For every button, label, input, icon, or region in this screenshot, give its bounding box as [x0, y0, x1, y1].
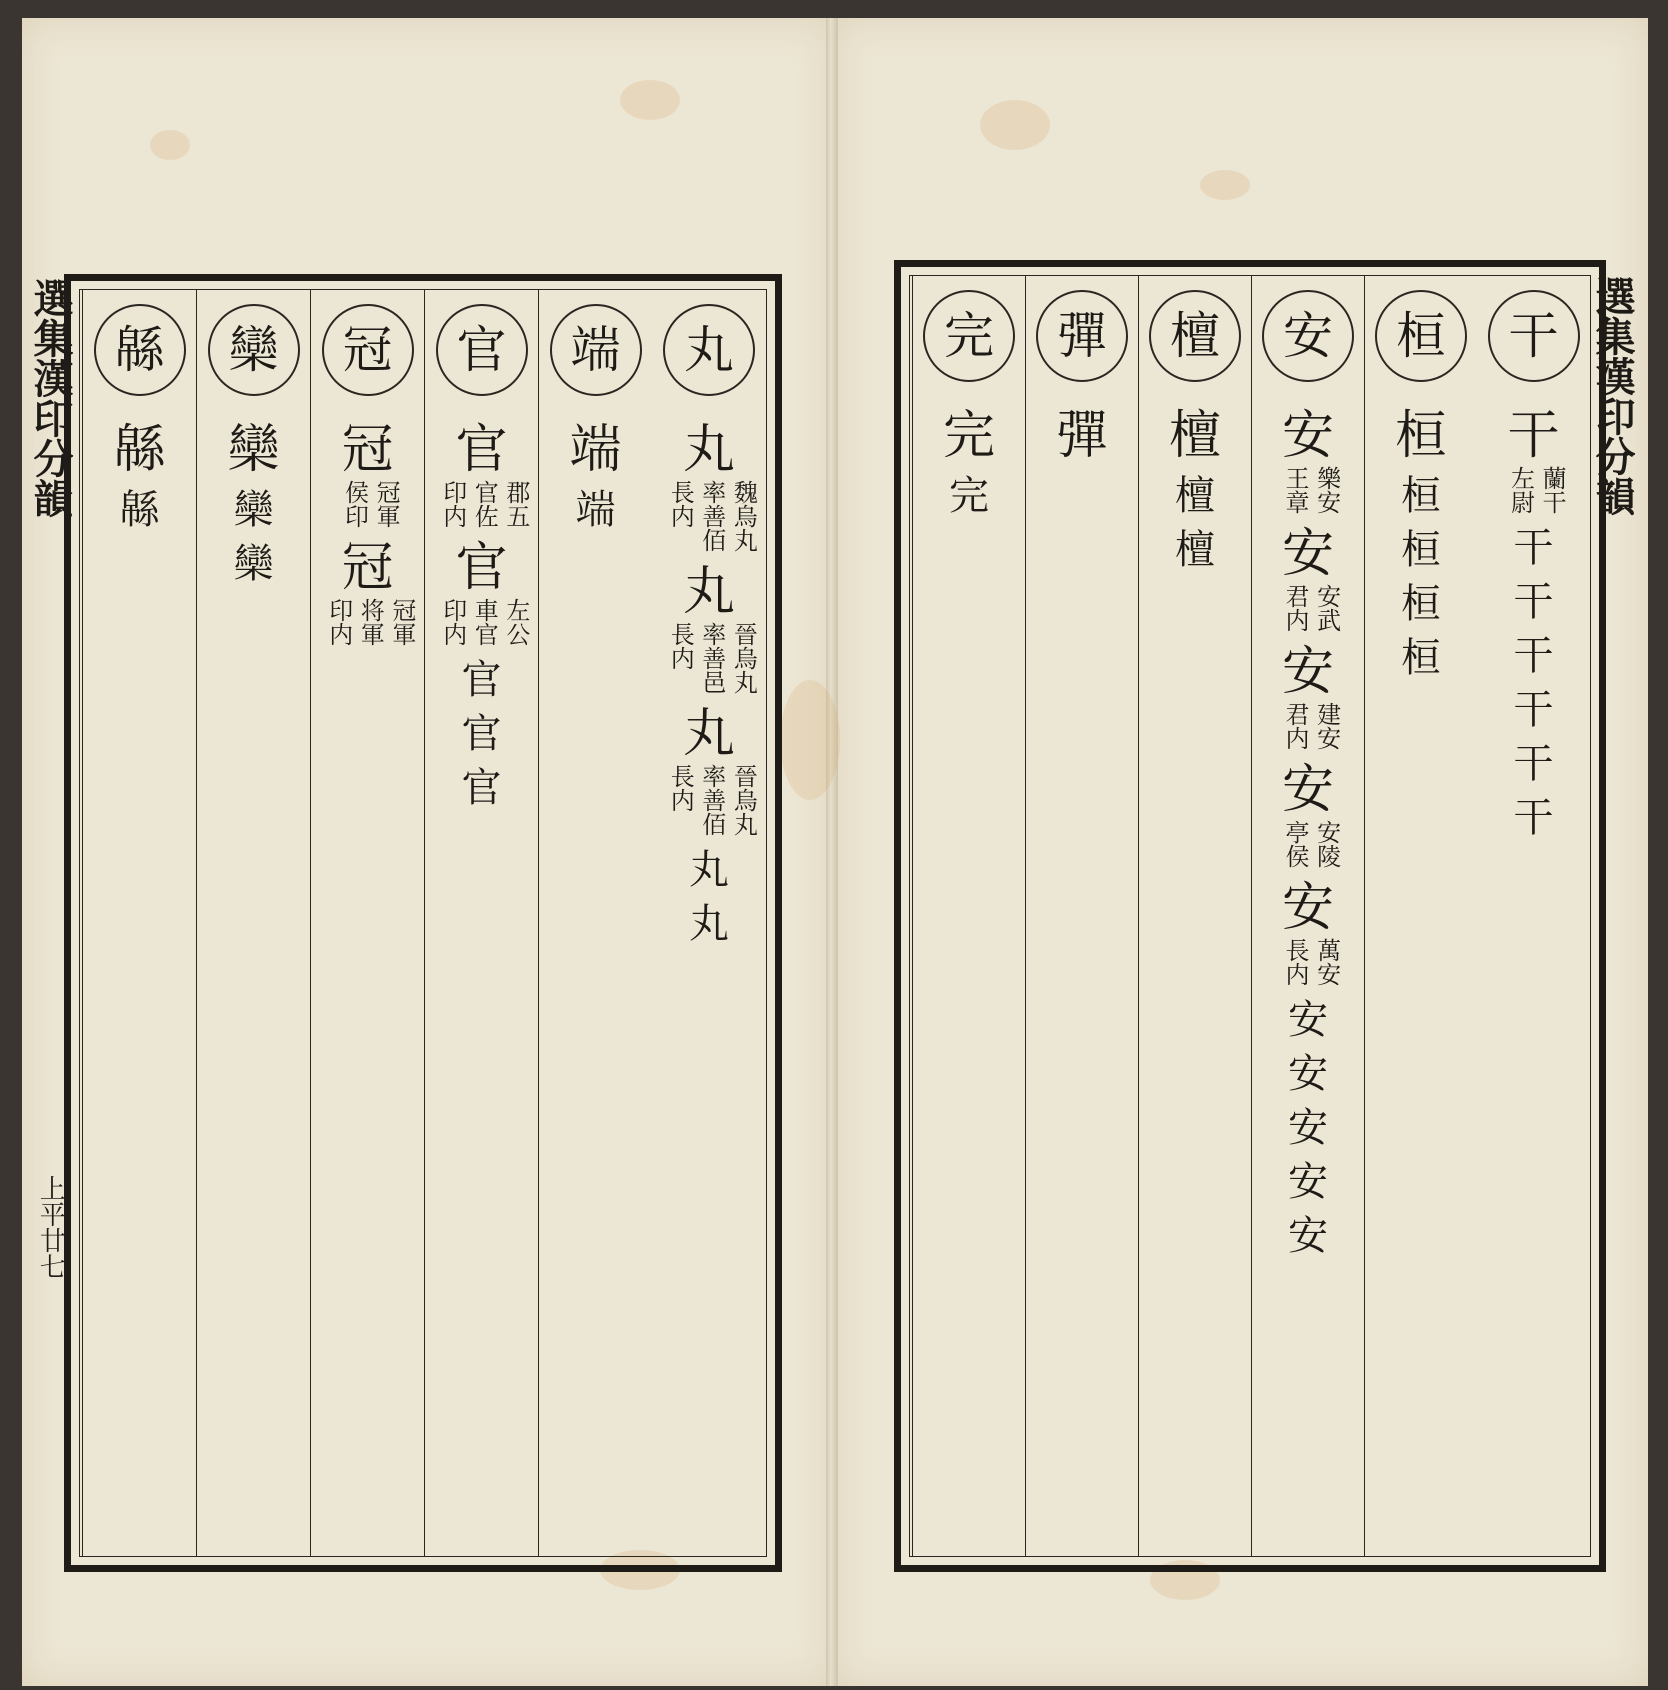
character-column: [652, 290, 766, 1556]
seal-form: [461, 657, 502, 703]
seal-form: [1174, 473, 1215, 519]
head-character: 干: [1488, 290, 1580, 382]
folio-number: 上平廿七: [35, 1175, 66, 1279]
seal-form: [233, 487, 274, 533]
seal-form: [461, 765, 502, 811]
seal-glyph: 安: [1281, 760, 1334, 820]
seal-form-list: [320, 410, 415, 646]
seal-source-note: [1276, 702, 1339, 750]
seal-source-line: 樂安: [1312, 466, 1341, 514]
character-column: [310, 290, 424, 1556]
seal-form: [119, 487, 160, 533]
seal-glyph: 欒: [233, 487, 274, 533]
seal-source-note: [662, 480, 757, 552]
seal-glyph: 緜: [119, 487, 160, 533]
seal-glyph: 冠: [341, 538, 394, 598]
seal-glyph: 丸: [682, 704, 735, 764]
seal-glyph: 彈: [1055, 406, 1108, 466]
foxing-spot: [780, 680, 840, 800]
seal-form: [113, 420, 166, 480]
seal-glyph: 丸: [689, 901, 729, 947]
seal-form: [1400, 581, 1441, 627]
seal-source-line: 長内: [1281, 938, 1309, 986]
seal-glyph: 桓: [1400, 581, 1441, 627]
seal-form-list: [942, 396, 995, 519]
seal-source-line: 魏烏丸: [729, 480, 758, 552]
seal-form: [1281, 642, 1334, 702]
seal-source-line: 冠軍: [372, 480, 401, 528]
seal-glyph: 干: [1513, 795, 1554, 841]
seal-glyph: 安: [1288, 1213, 1328, 1259]
right-frame: [894, 260, 1606, 1572]
seal-source-line: 左公: [501, 598, 530, 646]
character-column: [424, 290, 538, 1556]
seal-form: [1394, 406, 1447, 466]
character-column: [1025, 276, 1138, 1556]
seal-glyph: 完: [942, 406, 995, 466]
seal-form: [1281, 878, 1334, 938]
right-grid: [909, 275, 1591, 1557]
seal-source-note: [1276, 584, 1339, 632]
seal-glyph: 冠: [341, 420, 394, 480]
seal-form: [1513, 633, 1554, 679]
seal-form: [341, 420, 394, 480]
seal-source-line: 将軍: [356, 598, 385, 646]
seal-glyph: 官: [461, 765, 502, 811]
seal-form: [1513, 795, 1554, 841]
seal-source-line: 率善邑: [697, 622, 726, 694]
seal-glyph: 安: [1288, 1051, 1328, 1097]
seal-source-line: 官佐: [470, 480, 499, 528]
seal-glyph: 端: [575, 487, 616, 533]
seal-glyph: 官: [461, 657, 502, 703]
seal-glyph: 安: [1281, 524, 1334, 584]
seal-source-note: [336, 480, 399, 528]
seal-source-line: 君内: [1281, 584, 1309, 632]
head-character: 端: [550, 304, 642, 396]
seal-form: [1055, 406, 1108, 466]
seal-source-line: 萬安: [1312, 938, 1341, 986]
book-gutter: [826, 18, 838, 1686]
seal-form: [1288, 1213, 1328, 1259]
seal-glyph: 丸: [682, 562, 735, 622]
seal-glyph: 干: [1507, 406, 1560, 466]
seal-source-note: [434, 598, 529, 646]
head-character: 檀: [1149, 290, 1241, 382]
seal-source-line: 印内: [438, 480, 467, 528]
seal-form-list: [1055, 396, 1108, 466]
seal-glyph: 干: [1513, 687, 1554, 733]
seal-source-line: 君内: [1281, 702, 1309, 750]
seal-glyph: 緜: [113, 420, 166, 480]
seal-source-line: 印内: [324, 598, 353, 646]
seal-glyph: 干: [1513, 633, 1554, 679]
head-character: 官: [436, 304, 528, 396]
seal-form: [1281, 406, 1334, 466]
seal-form: [682, 420, 735, 480]
seal-form: [1288, 997, 1328, 1043]
seal-form-list: [1168, 396, 1221, 573]
seal-glyph: 桓: [1394, 406, 1447, 466]
book-title-right: 選集漢印分韻: [1589, 276, 1636, 516]
seal-glyph: 桓: [1400, 635, 1441, 681]
seal-form: [1281, 760, 1334, 820]
seal-source-line: 晉烏丸: [729, 622, 758, 694]
seal-glyph: 安: [1281, 406, 1334, 466]
seal-glyph: 官: [455, 538, 508, 598]
seal-form: [689, 901, 729, 947]
seal-glyph: 欒: [233, 541, 274, 587]
seal-form-list: [1394, 396, 1447, 681]
seal-glyph: 干: [1513, 579, 1554, 625]
seal-form: [233, 541, 274, 587]
seal-form: [1400, 527, 1441, 573]
character-column: [196, 290, 310, 1556]
character-column: [1364, 276, 1477, 1556]
seal-form: [942, 406, 995, 466]
foxing-spot: [620, 80, 680, 120]
seal-form-list: [227, 410, 280, 587]
head-character: 彈: [1036, 290, 1128, 382]
seal-glyph: 安: [1288, 997, 1328, 1043]
foxing-spot: [980, 100, 1050, 150]
seal-source-line: 郡五: [501, 480, 530, 528]
seal-form: [455, 420, 508, 480]
seal-source-note: [662, 764, 757, 836]
seal-form: [1288, 1159, 1328, 1205]
seal-source-line: 安陵: [1312, 820, 1341, 868]
seal-glyph: 桓: [1400, 527, 1441, 573]
seal-glyph: 檀: [1174, 527, 1215, 573]
seal-form-list: [1276, 396, 1341, 1259]
seal-glyph: 桓: [1400, 473, 1441, 519]
foxing-spot: [1200, 170, 1250, 200]
character-column: [538, 290, 652, 1556]
head-character: 欒: [208, 304, 300, 396]
seal-form: [1513, 687, 1554, 733]
seal-form: [1400, 473, 1441, 519]
seal-glyph: 干: [1513, 741, 1554, 787]
character-column: [1251, 276, 1364, 1556]
seal-source-line: 王章: [1281, 466, 1309, 514]
head-character: 完: [923, 290, 1015, 382]
seal-form: [1513, 741, 1554, 787]
seal-form-list: [434, 410, 530, 811]
seal-form: [1168, 406, 1221, 466]
left-frame: [64, 274, 782, 1572]
seal-glyph: 安: [1281, 642, 1334, 702]
seal-glyph: 欒: [227, 420, 280, 480]
seal-form-list: [662, 410, 758, 947]
seal-source-line: 冠軍: [387, 598, 416, 646]
seal-source-line: 率善佰: [697, 480, 726, 552]
seal-source-line: 亭侯: [1281, 820, 1309, 868]
seal-source-note: [1276, 938, 1339, 986]
seal-source-line: 晉烏丸: [729, 764, 758, 836]
seal-form: [682, 704, 735, 764]
seal-source-line: 長内: [666, 480, 695, 528]
seal-source-line: 印内: [438, 598, 467, 646]
seal-source-note: [662, 622, 757, 694]
seal-source-line: 率善佰: [697, 764, 726, 836]
seal-form: [341, 538, 394, 598]
head-character: 桓: [1375, 290, 1467, 382]
seal-form: [575, 487, 616, 533]
seal-glyph: 官: [461, 711, 502, 757]
seal-form: [689, 847, 729, 893]
seal-glyph: 安: [1281, 878, 1334, 938]
seal-source-note: [320, 598, 415, 646]
seal-form-list: [113, 410, 166, 533]
foxing-spot: [150, 130, 190, 160]
head-character: 冠: [322, 304, 414, 396]
seal-glyph: 丸: [689, 847, 729, 893]
character-column: [1138, 276, 1251, 1556]
seal-form: [948, 473, 989, 519]
seal-source-note: [434, 480, 529, 528]
seal-glyph: 完: [948, 473, 989, 519]
seal-form: [1513, 579, 1554, 625]
seal-glyph: 檀: [1168, 406, 1221, 466]
seal-glyph: 干: [1513, 525, 1554, 571]
seal-form: [455, 538, 508, 598]
seal-source-line: 車官: [470, 598, 499, 646]
seal-form: [1281, 524, 1334, 584]
seal-source-line: 長内: [666, 622, 695, 670]
seal-form: [1507, 406, 1560, 466]
seal-form: [569, 420, 622, 480]
left-grid: [79, 289, 767, 1557]
seal-glyph: 丸: [682, 420, 735, 480]
character-column: [82, 290, 196, 1556]
head-character: 丸: [663, 304, 755, 396]
seal-source-line: 蘭干: [1538, 466, 1567, 514]
seal-glyph: 官: [455, 420, 508, 480]
seal-form: [227, 420, 280, 480]
seal-form: [1288, 1051, 1328, 1097]
head-character: 緜: [94, 304, 186, 396]
character-column: [1477, 276, 1590, 1556]
seal-glyph: 安: [1288, 1159, 1328, 1205]
seal-form: [682, 562, 735, 622]
seal-source-line: 長内: [666, 764, 695, 812]
seal-form: [1400, 635, 1441, 681]
seal-form: [461, 711, 502, 757]
book-title-left: 選集漢印分韻: [27, 278, 74, 518]
character-column: [912, 276, 1025, 1556]
seal-form: [1174, 527, 1215, 573]
seal-form: [1288, 1105, 1328, 1151]
seal-source-note: [1276, 466, 1339, 514]
seal-form-list: [1502, 396, 1567, 841]
seal-source-note: [1276, 820, 1339, 868]
head-character: 安: [1262, 290, 1354, 382]
seal-source-line: 安武: [1312, 584, 1341, 632]
seal-glyph: 安: [1288, 1105, 1328, 1151]
seal-form: [1513, 525, 1554, 571]
seal-glyph: 檀: [1174, 473, 1215, 519]
seal-source-line: 侯印: [340, 480, 369, 528]
seal-source-line: 左尉: [1506, 466, 1535, 514]
seal-form-list: [569, 410, 622, 533]
seal-source-note: [1502, 466, 1565, 514]
seal-glyph: 端: [569, 420, 622, 480]
seal-source-line: 建安: [1312, 702, 1341, 750]
